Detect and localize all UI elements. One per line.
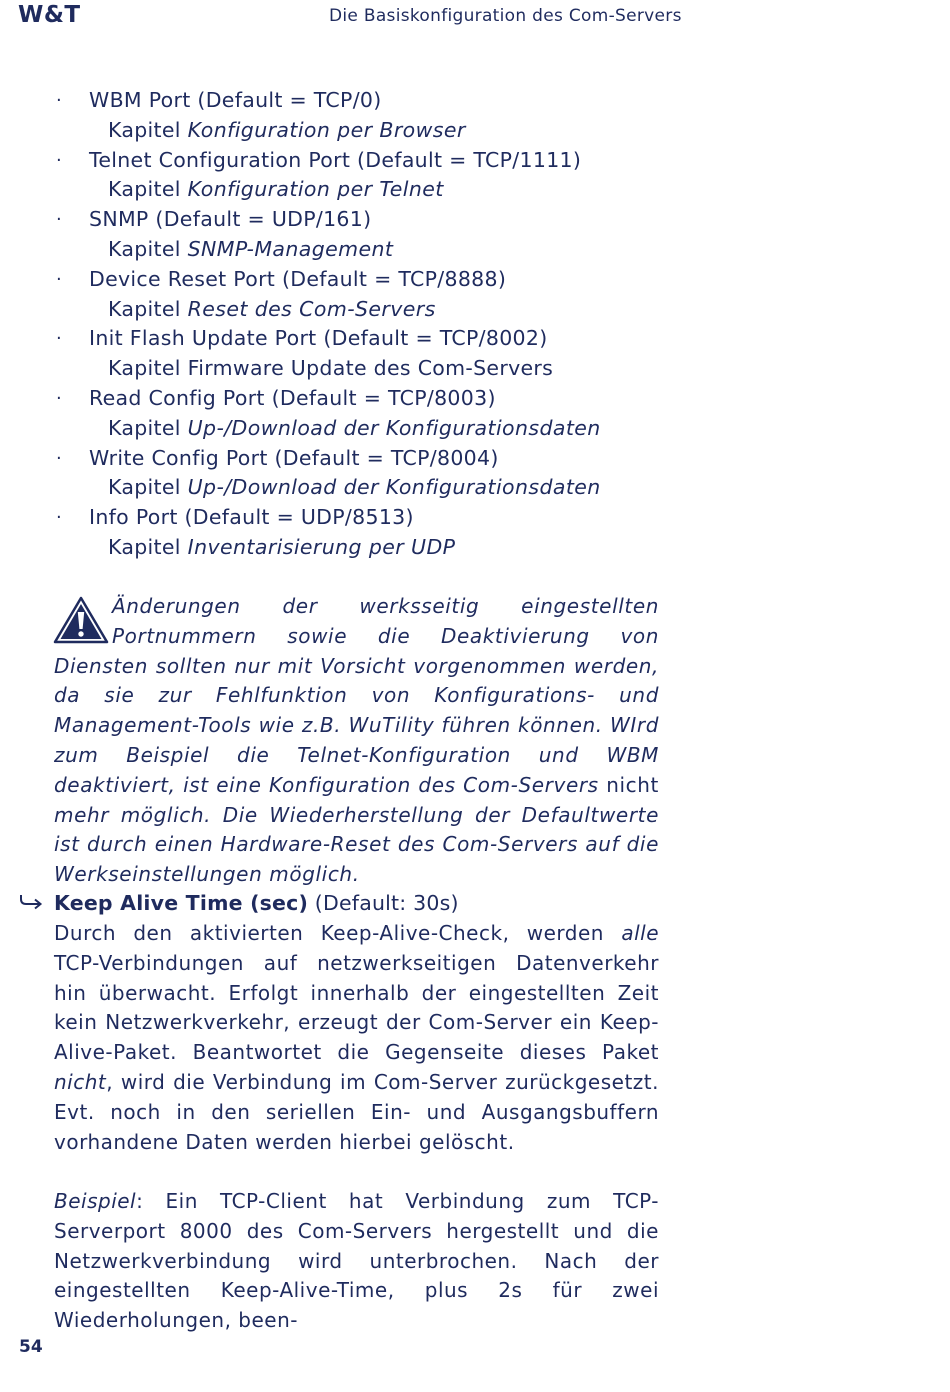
bullet-icon: ·	[56, 387, 62, 409]
keep-alive-example: Beispiel: Ein TCP-Client hat Verbindung zum TCP-Serverport 8000 des Com-Servers hergestellt und die Netzwerkverbindung wird unterbrochen. Nach der eingestellten Keep-Alive-Time, plus 2s für zwei Wiederholungen, been-	[54, 1189, 659, 1333]
chapter-prefix: Kapitel	[108, 356, 181, 381]
chapter-title: SNMP-Management	[187, 236, 394, 261]
chapter-prefix: Kapitel	[108, 236, 181, 261]
port-label: Device Reset Port (Default = TCP/8888)	[89, 266, 507, 291]
chapter-prefix: Kapitel	[108, 415, 181, 440]
chapter-title: Inventarisierung per UDP	[187, 534, 456, 559]
chapter-reference	[56, 354, 676, 384]
list-item	[56, 205, 676, 265]
chapter-prefix: Kapitel	[108, 117, 181, 142]
list-item	[56, 146, 676, 206]
chapter-reference	[56, 235, 676, 265]
keep-alive-description: Durch den aktivierten Keep-Alive-Check, werden alle TCP-Verbindungen auf netzwerkseitigen Datenverkehr hin überwacht. Erfolgt innerhalb der eingestellten Zeit kein Netzwerkverkehr, erzeugt der Com-Server ein Keep-Alive-Paket. Beantwortet die Gegenseite dieses Paket nicht, wird die Verbindung im Com-Server zurückgesetzt. Evt. noch in den seriellen Ein- und Ausgangsbuffern vorhandene Daten werden hierbei gelöscht.	[54, 921, 660, 1154]
list-item	[56, 384, 676, 444]
chapter-reference	[56, 175, 676, 205]
chapter-title: Reset des Com-Servers	[187, 296, 436, 321]
port-label: SNMP (Default = UDP/161)	[89, 207, 372, 232]
brand-logo: W&T	[18, 2, 81, 28]
warning-note: Änderungen der werksseitig eingestellten Portnummern sowie die Deaktivierung von Diensten sollten nur mit Vorsicht vorgenommen werden, da sie zur Fehlfunktion von Konfigurations- und Management-Tools wie z.B. WuTility führen können. WIrd zum Beispiel die Telnet-Konfiguration und WBM deaktiviert, ist eine Konfiguration des Com-Servers nicht mehr möglich. Die Wiederherstellung der Defaultwerte ist durch einen Hardware-Reset des Com-Servers auf die Werkseinstellungen möglich.	[54, 594, 659, 887]
chapter-title: Konfiguration per Telnet	[187, 177, 444, 202]
port-label: Init Flash Update Port (Default = TCP/8002)	[89, 326, 548, 351]
list-item	[56, 324, 676, 384]
bullet-icon: ·	[56, 507, 62, 529]
chapter-prefix: Kapitel	[108, 177, 181, 202]
list-item	[56, 444, 676, 504]
running-head: Die Basiskonfiguration des Com-Servers	[329, 6, 682, 26]
chapter-reference	[56, 116, 676, 146]
keep-alive-title: Keep Alive Time (sec)	[54, 891, 309, 915]
chapter-reference	[56, 473, 676, 503]
chapter-reference	[56, 414, 676, 444]
chapter-prefix: Kapitel	[108, 534, 181, 559]
chapter-reference	[56, 295, 676, 325]
chapter-prefix: Kapitel	[108, 475, 181, 500]
hook-arrow-icon	[17, 887, 45, 917]
chapter-title: Up-/Download der Konfigurationsdaten	[187, 415, 601, 440]
list-item	[56, 86, 676, 146]
page-number: 54	[19, 1337, 43, 1357]
chapter-prefix: Kapitel	[108, 296, 181, 321]
port-label: Write Config Port (Default = TCP/8004)	[89, 445, 499, 470]
keep-alive-heading	[54, 889, 459, 919]
port-label: Telnet Configuration Port (Default = TCP/1111)	[89, 147, 582, 172]
chapter-reference	[56, 533, 676, 563]
bullet-icon: ·	[56, 268, 62, 290]
bullet-icon: ·	[56, 328, 62, 350]
port-label: Read Config Port (Default = TCP/8003)	[89, 385, 496, 410]
port-list	[56, 86, 676, 563]
bullet-icon: ·	[56, 209, 62, 231]
bullet-icon: ·	[56, 447, 62, 469]
chapter-title: Up-/Download der Konfigurationsdaten	[187, 475, 601, 500]
list-item	[56, 503, 676, 563]
chapter-title: Konfiguration per Browser	[187, 117, 466, 142]
chapter-title: Firmware Update des Com-Servers	[187, 356, 554, 381]
list-item	[56, 265, 676, 325]
port-label: WBM Port (Default = TCP/0)	[89, 88, 382, 112]
port-label: Info Port (Default = UDP/8513)	[89, 505, 414, 530]
bullet-icon: ·	[56, 90, 62, 111]
keep-alive-default: (Default: 30s)	[314, 891, 459, 915]
bullet-icon: ·	[56, 149, 62, 171]
